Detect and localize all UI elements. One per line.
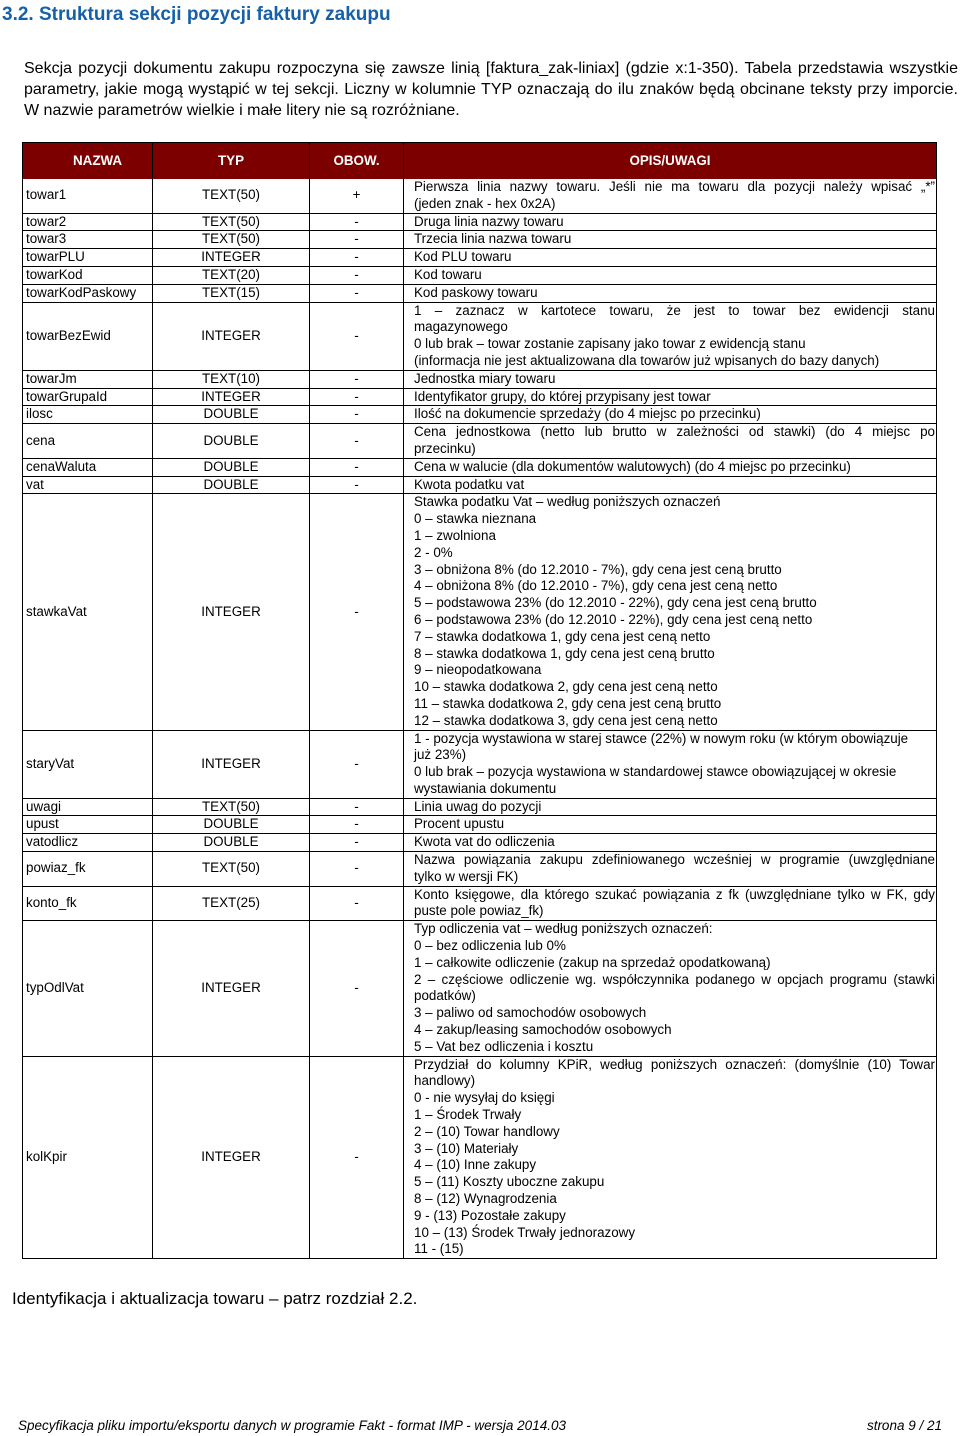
param-description: [404, 834, 937, 852]
param-type: DOUBLE: [153, 834, 310, 852]
table-header-row: [23, 143, 937, 180]
description-line: 3 – (10) Materiały: [414, 1140, 519, 1156]
param-required: -: [310, 816, 404, 834]
table-row: [23, 834, 937, 852]
description-line: (jeden znak - hex 0x2A): [414, 195, 556, 211]
description-line: handlowy): [414, 1073, 476, 1089]
param-name: staryVat: [23, 730, 153, 798]
param-type: TEXT(25): [153, 886, 310, 921]
param-name: towar2: [23, 213, 153, 231]
description-line: Kwota vat do odliczenia: [414, 834, 555, 850]
param-type: TEXT(50): [153, 231, 310, 249]
param-name: vatodlicz: [23, 834, 153, 852]
description-line: Pierwsza linia nazwy towaru. Jeśli nie ma towaru dla pozycji należy wpisać „*”: [414, 179, 935, 194]
param-type: INTEGER: [153, 388, 310, 406]
param-required: -: [310, 424, 404, 459]
table-row: [23, 458, 937, 476]
table-row: [23, 852, 937, 887]
description-line: 5 – (11) Koszty uboczne zakupu: [414, 1174, 605, 1190]
description-line: 10 – stawka dodatkowa 2, gdy cena jest ceną netto: [414, 679, 718, 695]
table-row: [23, 921, 937, 1056]
param-description: [404, 476, 937, 494]
description-line: 0 - nie wysyłaj do księgi: [414, 1090, 555, 1106]
param-required: -: [310, 284, 404, 302]
param-type: DOUBLE: [153, 406, 310, 424]
description-line: 6 – podstawowa 23% (do 12.2010 - 22%), gdy cena jest ceną netto: [414, 611, 813, 627]
description-line: 2 – (10) Towar handlowy: [414, 1123, 560, 1139]
param-description: [404, 179, 937, 213]
description-line: wystawiania dokumentu: [414, 780, 557, 796]
param-type: DOUBLE: [153, 476, 310, 494]
intro-paragraph: [24, 58, 958, 121]
table-row: [23, 730, 937, 798]
page-number: strona 9 / 21: [866, 1418, 942, 1433]
description-line: Stawka podatku Vat – według poniższych oznaczeń: [414, 494, 721, 510]
param-required: -: [310, 494, 404, 730]
param-required: -: [310, 249, 404, 267]
description-line: Ilość na dokumencie sprzedaży (do 4 miejsc po przecinku): [414, 406, 761, 422]
param-name: uwagi: [23, 798, 153, 816]
param-required: +: [310, 179, 404, 213]
param-required: -: [310, 231, 404, 249]
param-description: [404, 249, 937, 267]
description-line: 4 – (10) Inne zakupy: [414, 1157, 537, 1173]
param-description: [404, 213, 937, 231]
param-description: [404, 852, 937, 887]
closing-note: Identyfikacja i aktualizacja towaru – patrz rozdział 2.2.: [12, 1289, 418, 1308]
description-line: magazynowego: [414, 319, 508, 335]
description-line: 5 – podstawowa 23% (do 12.2010 - 22%), gdy cena jest ceną brutto: [414, 595, 817, 611]
description-line: 7 – stawka dodatkowa 1, gdy cena jest ceną netto: [414, 628, 711, 644]
description-line: 2 – częściowe odliczenie wg. współczynnika podanego w opcjach programu (stawki: [414, 971, 935, 987]
param-type: DOUBLE: [153, 424, 310, 459]
param-type: INTEGER: [153, 921, 310, 1056]
param-required: -: [310, 476, 404, 494]
param-required: -: [310, 370, 404, 388]
param-type: TEXT(10): [153, 370, 310, 388]
param-type: TEXT(50): [153, 798, 310, 816]
param-description: [404, 424, 937, 459]
description-line: Cena jednostkowa (netto lub brutto w zależności od stawki) (do 4 miejsc po: [414, 424, 935, 440]
description-line: 11 – stawka dodatkowa 2, gdy cena jest ceną brutto: [414, 695, 722, 711]
param-required: -: [310, 852, 404, 887]
param-required: -: [310, 458, 404, 476]
description-line: tylko w wersji FK): [414, 868, 519, 884]
param-type: INTEGER: [153, 730, 310, 798]
description-line: Typ odliczenia vat – według poniższych oznaczeń:: [414, 921, 713, 937]
table-row: [23, 213, 937, 231]
section-heading: 3.2. Struktura sekcji pozycji faktury zakupu: [2, 4, 391, 25]
param-name: towar1: [23, 179, 153, 213]
table-row: [23, 266, 937, 284]
header-description: OPIS/UWAGI: [404, 143, 937, 180]
table-row: [23, 388, 937, 406]
param-description: [404, 494, 937, 730]
param-description: [404, 730, 937, 798]
param-description: [404, 231, 937, 249]
param-type: TEXT(50): [153, 179, 310, 213]
table-row: [23, 816, 937, 834]
description-line: przecinku): [414, 440, 476, 456]
param-name: towarKod: [23, 266, 153, 284]
param-required: -: [310, 921, 404, 1056]
table-row: [23, 370, 937, 388]
param-description: [404, 816, 937, 834]
param-type: TEXT(50): [153, 852, 310, 887]
param-name: ilosc: [23, 406, 153, 424]
param-description: [404, 798, 937, 816]
table-row: [23, 406, 937, 424]
description-line: 10 – (13) Środek Trwały jednorazowy: [414, 1224, 636, 1240]
description-line: puste pole powiaz_fk): [414, 903, 544, 919]
param-required: -: [310, 798, 404, 816]
description-line: 0 lub brak – pozycja wystawiona w standardowej stawce obowiązującej w okresie: [414, 764, 897, 780]
description-line: 3 – paliwo od samochodów osobowych: [414, 1005, 647, 1021]
description-line: Przydział do kolumny KPiR, według poniższych oznaczeń: (domyślnie (10) Towar: [414, 1056, 935, 1072]
param-name: towarKodPaskowy: [23, 284, 153, 302]
description-line: 8 – stawka dodatkowa 1, gdy cena jest ceną brutto: [414, 645, 715, 661]
param-required: -: [310, 834, 404, 852]
description-line: Kod paskowy towaru: [414, 284, 538, 300]
description-line: Kwota podatku vat: [414, 476, 525, 492]
param-required: -: [310, 886, 404, 921]
param-name: konto_fk: [23, 886, 153, 921]
description-line: 9 - (13) Pozostałe zakupy: [414, 1207, 566, 1223]
param-required: -: [310, 266, 404, 284]
param-type: TEXT(15): [153, 284, 310, 302]
description-line: Kod PLU towaru: [414, 249, 512, 265]
header-required: OBOW.: [310, 143, 404, 180]
param-description: [404, 284, 937, 302]
description-line: 1 – całkowite odliczenie (zakup na sprzedaż opodatkowaną): [414, 954, 771, 970]
param-type: INTEGER: [153, 249, 310, 267]
param-name: cena: [23, 424, 153, 459]
description-line: 4 – obniżona 8% (do 12.2010 - 7%), gdy cena jest ceną netto: [414, 578, 778, 594]
header-name: NAZWA: [23, 143, 153, 180]
param-description: [404, 370, 937, 388]
description-line: 1 – Środek Trwały: [414, 1107, 522, 1123]
param-name: vat: [23, 476, 153, 494]
description-line: Jednostka miary towaru: [414, 370, 556, 386]
description-line: już 23%): [414, 747, 467, 763]
description-line: 9 – nieopodatkowana: [414, 662, 542, 678]
param-type: DOUBLE: [153, 458, 310, 476]
param-type: TEXT(20): [153, 266, 310, 284]
param-description: [404, 266, 937, 284]
description-line: Cena w walucie (dla dokumentów walutowych) (do 4 miejsc po przecinku): [414, 458, 851, 474]
param-description: [404, 1056, 937, 1259]
table-row: [23, 798, 937, 816]
param-name: towarJm: [23, 370, 153, 388]
param-name: towarBezEwid: [23, 302, 153, 370]
param-name: towarPLU: [23, 249, 153, 267]
param-name: cenaWaluta: [23, 458, 153, 476]
param-required: -: [310, 302, 404, 370]
param-type: DOUBLE: [153, 816, 310, 834]
param-name: towarGrupaId: [23, 388, 153, 406]
param-name: kolKpir: [23, 1056, 153, 1259]
description-line: 0 lub brak – towar zostanie zapisany jako towar z ewidencją stanu: [414, 336, 806, 352]
header-type: TYP: [153, 143, 310, 180]
footer-title: Specyfikacja pliku importu/eksportu danych w programie Fakt - format IMP - wersja 2014.03: [18, 1418, 566, 1433]
description-line: 3 – obniżona 8% (do 12.2010 - 7%), gdy cena jest ceną brutto: [414, 561, 782, 577]
param-name: powiaz_fk: [23, 852, 153, 887]
intro-text: Sekcja pozycji dokumentu zakupu rozpoczyna się zawsze linią [faktura_zak-liniax] (gdzie x:1-350). Tabela przedstawia wszystkie parametry, jakie mogą wystąpić w tej sekcji. Liczny w kolumnie TYP oznaczają do ilu znaków będą obcinane teksty przy imporcie. W nazwie parametrów wielkie i małe litery nie są rozróżniane.: [24, 60, 958, 119]
description-line: Konto księgowe, dla którego szukać powiązania z fk (uwzględniane tylko w FK, gdy: [414, 886, 935, 902]
description-line: 5 – Vat bez odliczenia i kosztu: [414, 1038, 594, 1054]
param-type: INTEGER: [153, 1056, 310, 1259]
description-line: 1 - pozycja wystawiona w starej stawce (22%) w nowym roku (w którym obowiązuje: [414, 730, 909, 746]
param-description: [404, 921, 937, 1056]
param-name: towar3: [23, 231, 153, 249]
table-row: [23, 302, 937, 370]
description-line: 1 – zaznacz w kartotece towaru, że jest to towar bez ewidencji stanu: [414, 302, 935, 318]
table-row: [23, 284, 937, 302]
param-description: [404, 406, 937, 424]
parameters-table: [22, 142, 937, 1259]
param-required: -: [310, 1056, 404, 1259]
param-name: stawkaVat: [23, 494, 153, 730]
param-description: [404, 302, 937, 370]
description-line: 2 - 0%: [414, 544, 453, 560]
param-required: -: [310, 730, 404, 798]
description-line: 12 – stawka dodatkowa 3, gdy cena jest ceną netto: [414, 712, 718, 728]
description-line: Druga linia nazwy towaru: [414, 213, 564, 229]
description-line: podatków): [414, 988, 476, 1004]
param-description: [404, 388, 937, 406]
param-type: TEXT(50): [153, 213, 310, 231]
table-row: [23, 476, 937, 494]
description-line: Nazwa powiązania zakupu zdefiniowanego wcześniej w programie (uwzględniane: [414, 852, 935, 868]
param-description: [404, 886, 937, 921]
table-row: [23, 494, 937, 730]
param-type: INTEGER: [153, 494, 310, 730]
description-line: Trzecia linia nazwa towaru: [414, 231, 572, 247]
description-line: (informacja nie jest aktualizowana dla towarów już wpisanych do bazy danych): [414, 352, 880, 368]
table-row: [23, 249, 937, 267]
description-line: 1 – zwolniona: [414, 527, 496, 543]
description-line: 0 – bez odliczenia lub 0%: [414, 938, 566, 954]
description-line: 11 - (15): [414, 1241, 464, 1257]
description-line: Linia uwag do pozycji: [414, 798, 542, 814]
description-line: Procent upustu: [414, 816, 505, 832]
table-row: [23, 179, 937, 213]
table-row: [23, 231, 937, 249]
param-type: INTEGER: [153, 302, 310, 370]
description-line: 0 – stawka nieznana: [414, 511, 537, 527]
description-line: 8 – (12) Wynagrodzenia: [414, 1191, 557, 1207]
param-name: upust: [23, 816, 153, 834]
param-required: -: [310, 406, 404, 424]
table-row: [23, 886, 937, 921]
description-line: Kod towaru: [414, 266, 482, 282]
param-required: -: [310, 213, 404, 231]
table-row: [23, 424, 937, 459]
param-description: [404, 458, 937, 476]
param-name: typOdlVat: [23, 921, 153, 1056]
param-required: -: [310, 388, 404, 406]
table-row: [23, 1056, 937, 1259]
description-line: 4 – zakup/leasing samochodów osobowych: [414, 1022, 672, 1038]
description-line: Identyfikator grupy, do której przypisany jest towar: [414, 388, 711, 404]
